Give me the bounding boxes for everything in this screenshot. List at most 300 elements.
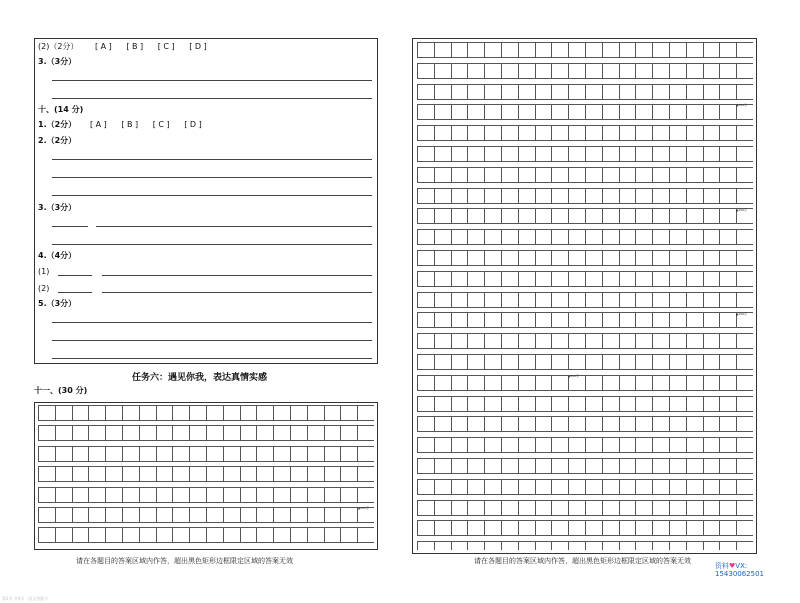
grid-cell[interactable] (105, 446, 123, 462)
grid-cell[interactable] (669, 500, 687, 516)
grid-cell[interactable] (156, 487, 174, 503)
grid-cell[interactable] (206, 425, 224, 441)
grid-cell[interactable] (619, 84, 637, 100)
grid-cell[interactable] (434, 208, 452, 224)
grid-cell[interactable] (585, 250, 603, 266)
grid-cell[interactable] (88, 425, 106, 441)
grid-cell[interactable] (501, 188, 519, 204)
grid-cell[interactable] (417, 375, 435, 391)
grid-cell[interactable] (451, 250, 469, 266)
grid-cell[interactable] (518, 292, 536, 308)
grid-cell[interactable] (719, 125, 737, 141)
grid-cell[interactable] (417, 292, 435, 308)
grid-cell[interactable] (686, 416, 704, 432)
grid-cell[interactable] (340, 405, 358, 421)
grid-cell[interactable] (719, 437, 737, 453)
grid-cell[interactable] (652, 354, 670, 370)
grid-cell[interactable] (434, 292, 452, 308)
grid-cell[interactable] (518, 167, 536, 183)
grid-cell[interactable] (736, 437, 753, 453)
grid-cell[interactable] (273, 527, 291, 543)
grid-cell[interactable] (568, 63, 586, 79)
grid-cell[interactable] (501, 458, 519, 474)
grid-cell[interactable] (619, 333, 637, 349)
answer-line[interactable] (52, 358, 372, 359)
grid-cell[interactable] (156, 425, 174, 441)
grid-cell[interactable] (72, 405, 90, 421)
grid-cell[interactable] (686, 271, 704, 287)
grid-cell[interactable] (72, 507, 90, 523)
grid-cell[interactable] (417, 500, 435, 516)
grid-cell[interactable] (535, 479, 553, 495)
grid-cell[interactable] (417, 167, 435, 183)
grid-cell[interactable] (189, 425, 207, 441)
grid-cell[interactable] (585, 416, 603, 432)
grid-cell[interactable] (719, 188, 737, 204)
grid-cell[interactable] (619, 167, 637, 183)
grid-cell[interactable] (736, 458, 753, 474)
grid-cell[interactable] (551, 188, 569, 204)
grid-cell[interactable] (551, 354, 569, 370)
grid-cell[interactable] (451, 458, 469, 474)
grid-cell[interactable] (484, 416, 502, 432)
grid-cell[interactable] (585, 84, 603, 100)
grid-cell[interactable] (719, 541, 737, 550)
grid-cell[interactable] (535, 250, 553, 266)
grid-cell[interactable] (551, 479, 569, 495)
grid-cell[interactable] (535, 84, 553, 100)
grid-cell[interactable] (585, 500, 603, 516)
grid-cell[interactable] (88, 487, 106, 503)
grid-cell[interactable] (256, 425, 274, 441)
grid-cell[interactable] (736, 500, 753, 516)
grid-cell[interactable] (467, 416, 485, 432)
grid-cell[interactable] (501, 208, 519, 224)
grid-cell[interactable] (619, 125, 637, 141)
grid-cell[interactable] (467, 63, 485, 79)
grid-cell[interactable] (434, 188, 452, 204)
grid-cell[interactable] (602, 479, 620, 495)
grid-cell[interactable] (551, 63, 569, 79)
grid-cell[interactable] (122, 425, 140, 441)
grid-cell[interactable] (467, 500, 485, 516)
grid-cell[interactable] (719, 208, 737, 224)
grid-cell[interactable] (703, 375, 721, 391)
grid-cell[interactable] (568, 354, 586, 370)
grid-cell[interactable] (451, 63, 469, 79)
grid-cell[interactable] (501, 63, 519, 79)
grid-cell[interactable] (290, 466, 308, 482)
grid-cell[interactable] (451, 541, 469, 550)
grid-cell[interactable] (669, 292, 687, 308)
grid-cell[interactable] (290, 405, 308, 421)
grid-cell[interactable] (357, 527, 374, 543)
grid-cell[interactable] (72, 446, 90, 462)
grid-cell[interactable] (417, 125, 435, 141)
answer-line-short[interactable] (58, 292, 92, 293)
grid-cell[interactable] (72, 527, 90, 543)
grid-cell[interactable] (703, 104, 721, 120)
grid-cell[interactable] (501, 271, 519, 287)
grid-cell[interactable] (619, 500, 637, 516)
grid-cell[interactable] (736, 479, 753, 495)
grid-cell[interactable] (55, 425, 73, 441)
grid-cell[interactable] (585, 63, 603, 79)
answer-line[interactable] (102, 275, 372, 276)
grid-cell[interactable] (518, 250, 536, 266)
grid-cell[interactable] (189, 466, 207, 482)
grid-cell[interactable] (467, 520, 485, 536)
grid-cell[interactable] (568, 146, 586, 162)
grid-cell[interactable] (535, 292, 553, 308)
grid-cell[interactable] (602, 520, 620, 536)
grid-cell[interactable] (686, 292, 704, 308)
grid-cell[interactable] (652, 541, 670, 550)
grid-cell[interactable] (484, 167, 502, 183)
grid-cell[interactable] (686, 229, 704, 245)
grid-cell[interactable] (417, 84, 435, 100)
grid-cell[interactable] (105, 507, 123, 523)
grid-cell[interactable] (290, 446, 308, 462)
grid-cell[interactable] (518, 104, 536, 120)
grid-cell[interactable] (652, 292, 670, 308)
grid-cell[interactable] (340, 446, 358, 462)
grid-cell[interactable] (484, 333, 502, 349)
grid-cell[interactable] (719, 271, 737, 287)
grid-cell[interactable] (189, 487, 207, 503)
grid-cell[interactable] (518, 500, 536, 516)
grid-cell[interactable] (619, 250, 637, 266)
grid-cell[interactable] (669, 271, 687, 287)
option-d[interactable]: [ D ] (189, 42, 207, 51)
grid-cell[interactable] (635, 416, 653, 432)
grid-cell[interactable] (635, 208, 653, 224)
grid-cell[interactable] (88, 466, 106, 482)
grid-cell[interactable] (417, 250, 435, 266)
grid-cell[interactable] (736, 250, 753, 266)
grid-cell[interactable] (501, 500, 519, 516)
grid-cell[interactable] (736, 229, 753, 245)
grid-cell[interactable] (434, 541, 452, 550)
grid-cell[interactable] (719, 520, 737, 536)
grid-cell[interactable] (585, 375, 603, 391)
grid-cell[interactable] (467, 146, 485, 162)
grid-cell[interactable] (635, 500, 653, 516)
grid-cell[interactable] (451, 292, 469, 308)
grid-cell[interactable] (585, 333, 603, 349)
grid-cell[interactable] (122, 405, 140, 421)
grid-cell[interactable] (568, 333, 586, 349)
option-d[interactable]: [ D ] (184, 120, 202, 129)
grid-cell[interactable] (156, 466, 174, 482)
answer-line[interactable] (52, 195, 372, 196)
grid-cell[interactable] (652, 520, 670, 536)
grid-cell[interactable] (467, 479, 485, 495)
grid-cell[interactable] (434, 167, 452, 183)
grid-cell[interactable] (568, 292, 586, 308)
grid-cell[interactable] (535, 42, 553, 58)
grid-cell[interactable] (484, 292, 502, 308)
grid-cell[interactable] (686, 479, 704, 495)
grid-cell[interactable] (652, 208, 670, 224)
grid-cell[interactable] (467, 208, 485, 224)
grid-cell[interactable] (602, 42, 620, 58)
grid-cell[interactable] (669, 208, 687, 224)
grid-cell[interactable] (324, 405, 342, 421)
grid-cell[interactable] (357, 466, 374, 482)
grid-cell[interactable] (434, 104, 452, 120)
option-b[interactable]: [ B ] (126, 42, 144, 51)
grid-cell[interactable] (585, 479, 603, 495)
grid-cell[interactable] (686, 208, 704, 224)
grid-cell[interactable] (467, 188, 485, 204)
grid-cell[interactable] (568, 167, 586, 183)
grid-cell[interactable] (652, 104, 670, 120)
grid-cell[interactable] (551, 125, 569, 141)
grid-cell[interactable] (686, 354, 704, 370)
grid-cell[interactable] (240, 487, 258, 503)
grid-cell[interactable] (736, 520, 753, 536)
grid-cell[interactable] (652, 146, 670, 162)
grid-cell[interactable] (652, 125, 670, 141)
grid-cell[interactable] (290, 487, 308, 503)
grid-cell[interactable] (703, 416, 721, 432)
grid-cell[interactable] (307, 527, 325, 543)
grid-cell[interactable] (484, 188, 502, 204)
grid-cell[interactable] (585, 146, 603, 162)
grid-cell[interactable] (686, 520, 704, 536)
grid-cell[interactable] (719, 354, 737, 370)
grid-cell[interactable] (669, 375, 687, 391)
grid-cell[interactable] (635, 250, 653, 266)
answer-line[interactable] (52, 322, 372, 323)
grid-cell[interactable] (551, 146, 569, 162)
grid-cell[interactable] (484, 250, 502, 266)
grid-cell[interactable] (703, 437, 721, 453)
grid-cell[interactable] (307, 487, 325, 503)
grid-cell[interactable] (551, 500, 569, 516)
grid-cell[interactable] (736, 188, 753, 204)
grid-cell[interactable] (467, 229, 485, 245)
grid-cell[interactable] (484, 271, 502, 287)
grid-cell[interactable] (324, 507, 342, 523)
grid-cell[interactable] (122, 527, 140, 543)
grid-cell[interactable] (518, 437, 536, 453)
grid-cell[interactable] (501, 541, 519, 550)
grid-cell[interactable] (686, 541, 704, 550)
grid-cell[interactable] (55, 405, 73, 421)
grid-cell[interactable] (535, 520, 553, 536)
grid-cell[interactable] (518, 312, 536, 328)
grid-cell[interactable] (686, 375, 704, 391)
grid-cell[interactable] (518, 229, 536, 245)
grid-cell[interactable] (703, 458, 721, 474)
grid-cell[interactable] (122, 507, 140, 523)
grid-cell[interactable] (619, 354, 637, 370)
grid-cell[interactable] (719, 63, 737, 79)
grid-cell[interactable] (686, 42, 704, 58)
grid-cell[interactable] (434, 42, 452, 58)
grid-cell[interactable] (467, 271, 485, 287)
grid-cell[interactable] (105, 527, 123, 543)
answer-line[interactable] (52, 80, 372, 81)
grid-cell[interactable] (518, 541, 536, 550)
grid-cell[interactable] (38, 446, 56, 462)
grid-cell[interactable] (72, 466, 90, 482)
grid-cell[interactable] (501, 354, 519, 370)
grid-cell[interactable] (105, 405, 123, 421)
grid-cell[interactable] (535, 500, 553, 516)
grid-cell[interactable] (467, 312, 485, 328)
grid-cell[interactable] (686, 437, 704, 453)
grid-cell[interactable] (451, 104, 469, 120)
grid-cell[interactable] (703, 250, 721, 266)
option-b[interactable]: [ B ] (121, 120, 139, 129)
grid-cell[interactable] (105, 466, 123, 482)
grid-cell[interactable] (719, 375, 737, 391)
grid-cell[interactable] (273, 446, 291, 462)
grid-cell[interactable] (240, 425, 258, 441)
grid-cell[interactable] (635, 125, 653, 141)
grid-cell[interactable] (324, 466, 342, 482)
grid-cell[interactable] (686, 125, 704, 141)
grid-cell[interactable] (417, 541, 435, 550)
grid-cell[interactable] (240, 507, 258, 523)
grid-cell[interactable] (669, 354, 687, 370)
grid-cell[interactable] (568, 437, 586, 453)
grid-cell[interactable] (501, 520, 519, 536)
grid-cell[interactable] (206, 405, 224, 421)
answer-line[interactable] (52, 244, 372, 245)
option-c[interactable]: [ C ] (157, 42, 175, 51)
grid-cell[interactable] (55, 527, 73, 543)
grid-cell[interactable] (535, 396, 553, 412)
grid-cell[interactable] (551, 541, 569, 550)
grid-cell[interactable] (551, 229, 569, 245)
grid-cell[interactable] (38, 487, 56, 503)
grid-cell[interactable] (669, 333, 687, 349)
grid-cell[interactable] (467, 396, 485, 412)
grid-cell[interactable] (417, 312, 435, 328)
grid-cell[interactable] (652, 333, 670, 349)
grid-cell[interactable] (551, 42, 569, 58)
grid-cell[interactable] (484, 375, 502, 391)
grid-cell[interactable] (434, 396, 452, 412)
grid-cell[interactable] (340, 487, 358, 503)
grid-cell[interactable] (501, 167, 519, 183)
grid-cell[interactable] (139, 466, 157, 482)
answer-line[interactable] (102, 292, 372, 293)
grid-cell[interactable] (467, 292, 485, 308)
grid-cell[interactable] (256, 446, 274, 462)
grid-cell[interactable] (652, 375, 670, 391)
grid-cell[interactable] (434, 271, 452, 287)
grid-cell[interactable] (38, 425, 56, 441)
grid-cell[interactable] (307, 466, 325, 482)
grid-cell[interactable] (619, 229, 637, 245)
answer-line[interactable] (52, 340, 372, 341)
grid-cell[interactable] (585, 125, 603, 141)
grid-cell[interactable] (669, 479, 687, 495)
grid-cell[interactable] (72, 487, 90, 503)
grid-cell[interactable] (669, 104, 687, 120)
grid-cell[interactable] (484, 520, 502, 536)
grid-cell[interactable] (602, 312, 620, 328)
grid-cell[interactable] (602, 458, 620, 474)
grid-cell[interactable] (736, 375, 753, 391)
grid-cell[interactable] (602, 146, 620, 162)
grid-cell[interactable] (619, 458, 637, 474)
grid-cell[interactable] (122, 466, 140, 482)
grid-cell[interactable] (501, 229, 519, 245)
grid-cell[interactable] (568, 208, 586, 224)
grid-cell[interactable] (518, 396, 536, 412)
grid-cell[interactable] (568, 541, 586, 550)
grid-cell[interactable] (585, 104, 603, 120)
grid-cell[interactable] (619, 63, 637, 79)
grid-cell[interactable] (172, 527, 190, 543)
grid-cell[interactable] (703, 63, 721, 79)
grid-cell[interactable] (324, 425, 342, 441)
grid-cell[interactable] (38, 405, 56, 421)
grid-cell[interactable] (635, 84, 653, 100)
grid-cell[interactable] (635, 312, 653, 328)
grid-cell[interactable] (602, 188, 620, 204)
grid-cell[interactable] (290, 527, 308, 543)
grid-cell[interactable] (240, 466, 258, 482)
grid-cell[interactable] (535, 188, 553, 204)
grid-cell[interactable] (139, 507, 157, 523)
grid-cell[interactable] (434, 63, 452, 79)
grid-cell[interactable] (340, 425, 358, 441)
grid-cell[interactable] (467, 541, 485, 550)
grid-cell[interactable] (518, 188, 536, 204)
grid-cell[interactable] (736, 63, 753, 79)
grid-cell[interactable] (736, 396, 753, 412)
grid-cell[interactable] (652, 42, 670, 58)
grid-cell[interactable] (535, 312, 553, 328)
grid-cell[interactable] (703, 541, 721, 550)
grid-cell[interactable] (535, 229, 553, 245)
grid-cell[interactable] (535, 354, 553, 370)
grid-cell[interactable] (484, 437, 502, 453)
grid-cell[interactable] (324, 487, 342, 503)
grid-cell[interactable] (467, 458, 485, 474)
answer-line[interactable] (52, 159, 372, 160)
grid-cell[interactable] (223, 405, 241, 421)
grid-cell[interactable] (568, 271, 586, 287)
grid-cell[interactable] (635, 229, 653, 245)
grid-cell[interactable] (635, 188, 653, 204)
grid-cell[interactable] (619, 541, 637, 550)
grid-cell[interactable] (451, 396, 469, 412)
grid-cell[interactable] (652, 437, 670, 453)
grid-cell[interactable] (417, 208, 435, 224)
grid-cell[interactable] (585, 312, 603, 328)
grid-cell[interactable] (568, 458, 586, 474)
grid-cell[interactable] (551, 312, 569, 328)
grid-cell[interactable] (434, 479, 452, 495)
grid-cell[interactable] (736, 333, 753, 349)
grid-cell[interactable] (686, 396, 704, 412)
answer-line-short[interactable] (58, 275, 92, 276)
grid-cell[interactable] (619, 208, 637, 224)
grid-cell[interactable] (686, 63, 704, 79)
grid-cell[interactable] (501, 42, 519, 58)
grid-cell[interactable] (467, 354, 485, 370)
grid-cell[interactable] (484, 63, 502, 79)
grid-cell[interactable] (585, 229, 603, 245)
